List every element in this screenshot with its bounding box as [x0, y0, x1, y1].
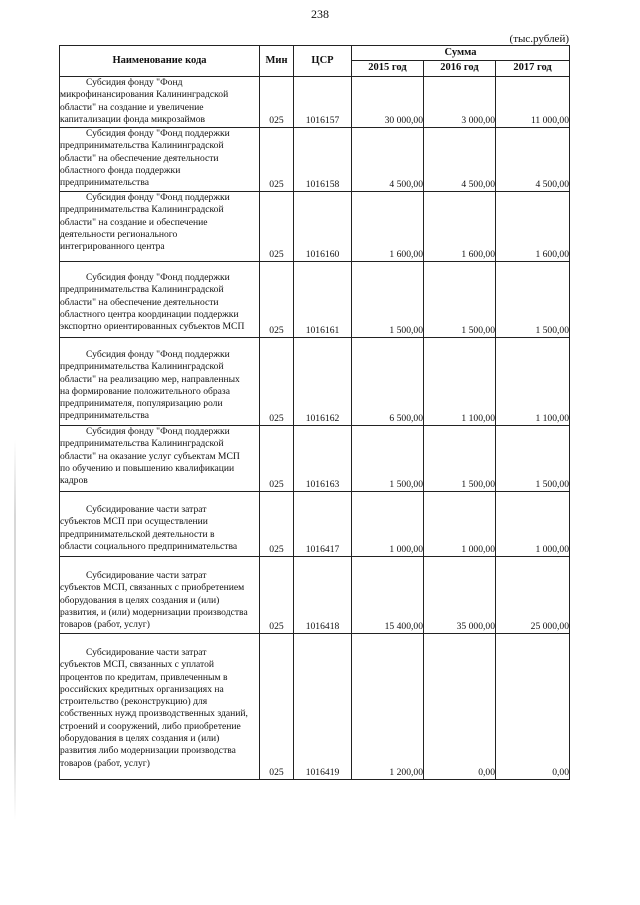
- row-amount-2017: 1 600,00: [496, 192, 570, 262]
- row-name-line: деятельности регионального: [60, 228, 178, 240]
- table-row: [60, 426, 570, 492]
- row-amount-2017: 1 100,00: [496, 338, 570, 426]
- budget-table: [59, 45, 570, 780]
- row-name-line: области" на обеспечение деятельности: [60, 296, 219, 308]
- row-amount-2017: 4 500,00: [496, 128, 570, 192]
- row-amount-2016: 1 600,00: [424, 192, 496, 262]
- row-amount-2015: 1 200,00: [352, 634, 424, 780]
- row-name-line: предпринимательства Калининградской: [60, 204, 224, 216]
- row-amount-2016: 3 000,00: [424, 77, 496, 128]
- row-name-line: субъектов МСП при осуществлении: [60, 516, 208, 528]
- row-name-line: предпринимательства Калининградской: [60, 438, 224, 450]
- row-name-line: области социального предпринимательства: [60, 540, 238, 552]
- row-amount-2016: 1 000,00: [424, 492, 496, 557]
- row-min: 025: [260, 426, 294, 492]
- row-name-line: субъектов МСП, связанных с приобретением: [60, 582, 245, 594]
- table-row: [60, 557, 570, 634]
- row-amount-2017: 1 500,00: [496, 262, 570, 338]
- row-min: 025: [260, 492, 294, 557]
- row-name-line: оборудования в целях создания и (или): [60, 594, 220, 606]
- row-amount-2016: 1 100,00: [424, 338, 496, 426]
- row-name: [60, 492, 260, 557]
- table-row: [60, 634, 570, 780]
- row-name-line: Субсидия фонду "Фонд поддержки: [86, 349, 230, 360]
- row-name-line: Субсидирование части затрат: [86, 504, 207, 515]
- row-min: 025: [260, 338, 294, 426]
- row-amount-2015: 4 500,00: [352, 128, 424, 192]
- row-name-line: развития, и (или) модернизации производства: [60, 606, 248, 618]
- units-label: (тыс.рублей): [509, 33, 569, 45]
- row-amount-2015: 1 500,00: [352, 262, 424, 338]
- row-name-line: Субсидия фонду "Фонд поддержки: [86, 128, 230, 139]
- row-amount-2017: 1 000,00: [496, 492, 570, 557]
- row-name-line: Субсидия фонду "Фонд: [86, 77, 183, 88]
- row-amount-2016: 1 500,00: [424, 262, 496, 338]
- row-name-line: на формирование положительного образа: [60, 385, 230, 397]
- row-name-line: Субсидия фонду "Фонд поддержки: [86, 426, 230, 437]
- header-min: Мин: [260, 46, 294, 77]
- scan-artifact: [14, 440, 16, 820]
- row-name-line: развития либо модернизации производства: [60, 745, 236, 757]
- row-amount-2017: 1 500,00: [496, 426, 570, 492]
- row-name: [60, 557, 260, 634]
- row-name-line: Субсидирование части затрат: [86, 647, 207, 658]
- row-name-line: интегрированного центра: [60, 241, 165, 253]
- row-csr: 1016162: [294, 338, 352, 426]
- row-name-line: оборудования в целях создания и (или): [60, 733, 220, 745]
- row-amount-2015: 1 500,00: [352, 426, 424, 492]
- row-name-line: процентов по кредитам, привлеченным в: [60, 671, 228, 683]
- table-row: [60, 128, 570, 192]
- row-amount-2015: 1 600,00: [352, 192, 424, 262]
- row-name-line: микрофинансирования Калининградской: [60, 89, 229, 101]
- row-name-line: областного фонда поддержки: [60, 164, 181, 176]
- row-amount-2015: 1 000,00: [352, 492, 424, 557]
- row-name-line: субъектов МСП, связанных с уплатой: [60, 659, 215, 671]
- row-csr: 1016418: [294, 557, 352, 634]
- row-name-line: области" на создание и увеличение: [60, 101, 204, 113]
- row-name: [60, 192, 260, 262]
- row-name-line: предпринимательской деятельности в: [60, 528, 215, 540]
- row-csr: 1016417: [294, 492, 352, 557]
- row-name-line: предпринимательства Калининградской: [60, 140, 224, 152]
- row-name-line: Субсидирование части затрат: [86, 570, 207, 581]
- row-csr: 1016419: [294, 634, 352, 780]
- row-name: [60, 634, 260, 780]
- row-name-line: предпринимательства: [60, 410, 150, 422]
- row-name-line: предпринимателя, популяризацию роли: [60, 398, 223, 410]
- row-name-line: предпринимательства Калининградской: [60, 361, 224, 373]
- row-name-line: области" на реализацию мер, направленных: [60, 373, 240, 385]
- table-row: [60, 338, 570, 426]
- row-name-line: собственных нужд производственных зданий,: [60, 708, 248, 720]
- row-csr: 1016163: [294, 426, 352, 492]
- row-min: 025: [260, 262, 294, 338]
- header-sum: Сумма: [352, 46, 570, 61]
- row-name-line: кадров: [60, 475, 88, 487]
- row-name-line: строительство (реконструкцию) для: [60, 696, 208, 708]
- header-year-2016: 2016 год: [424, 60, 496, 76]
- row-min: 025: [260, 557, 294, 634]
- header-csr: ЦСР: [294, 46, 352, 77]
- header-name: Наименование кода: [60, 46, 260, 77]
- row-name-line: области" на оказание услуг субъектам МСП: [60, 450, 240, 462]
- page-number: 238: [311, 7, 329, 21]
- table-row: [60, 262, 570, 338]
- header-year-2017: 2017 год: [496, 60, 570, 76]
- row-name-line: области" на обеспечение деятельности: [60, 152, 219, 164]
- row-amount-2017: 0,00: [496, 634, 570, 780]
- row-min: 025: [260, 192, 294, 262]
- row-amount-2015: 15 400,00: [352, 557, 424, 634]
- row-name-line: областного центра координации поддержки: [60, 308, 239, 320]
- row-min: 025: [260, 128, 294, 192]
- row-name-line: строений и сооружений, либо приобретение: [60, 720, 241, 732]
- row-name: [60, 262, 260, 338]
- row-amount-2016: 4 500,00: [424, 128, 496, 192]
- row-amount-2017: 25 000,00: [496, 557, 570, 634]
- row-name-line: области" на создание и обеспечение: [60, 216, 208, 228]
- row-name: [60, 338, 260, 426]
- row-name-line: товаров (работ, услуг): [60, 619, 150, 631]
- table-row: [60, 192, 570, 262]
- row-name-line: по обучению и повышению квалификации: [60, 462, 235, 474]
- row-amount-2015: 6 500,00: [352, 338, 424, 426]
- header-year-2015: 2015 год: [352, 60, 424, 76]
- row-name-line: капитализации фонда микрозаймов: [60, 113, 206, 125]
- row-name: [60, 128, 260, 192]
- row-min: 025: [260, 634, 294, 780]
- table-row: [60, 77, 570, 128]
- row-name-line: предпринимательства Калининградской: [60, 284, 224, 296]
- row-name-line: российских кредитных организациях на: [60, 683, 224, 695]
- row-name-line: предпринимательства: [60, 177, 150, 189]
- row-csr: 1016161: [294, 262, 352, 338]
- row-amount-2016: 0,00: [424, 634, 496, 780]
- row-name: [60, 77, 260, 128]
- row-amount-2015: 30 000,00: [352, 77, 424, 128]
- row-name-line: товаров (работ, услуг): [60, 757, 150, 769]
- row-csr: 1016157: [294, 77, 352, 128]
- row-min: 025: [260, 77, 294, 128]
- row-amount-2016: 1 500,00: [424, 426, 496, 492]
- row-amount-2016: 35 000,00: [424, 557, 496, 634]
- table-row: [60, 492, 570, 557]
- row-name-line: экспортно ориентированных субъектов МСП: [60, 321, 245, 333]
- row-csr: 1016160: [294, 192, 352, 262]
- row-csr: 1016158: [294, 128, 352, 192]
- row-name-line: Субсидия фонду "Фонд поддержки: [86, 272, 230, 283]
- row-name-line: Субсидия фонду "Фонд поддержки: [86, 192, 230, 203]
- row-amount-2017: 11 000,00: [496, 77, 570, 128]
- row-name: [60, 426, 260, 492]
